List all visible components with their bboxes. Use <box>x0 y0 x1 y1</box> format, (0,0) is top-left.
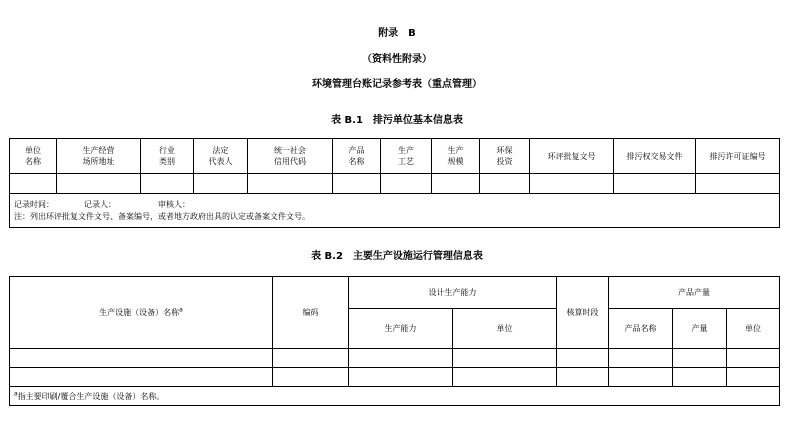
table-cell[interactable] <box>333 174 381 194</box>
table-cell[interactable] <box>727 349 780 368</box>
header-permit-number: 排污许可证编号 <box>696 139 780 174</box>
table-b1-note-text: 注：列出环评批复文件文号、备案编号，或者地方政府出具的认定或备案文件文号。 <box>14 212 310 221</box>
header-product-name: 产品名称 <box>609 309 673 349</box>
header-production-scale: 生产 规模 <box>432 139 480 174</box>
table-b2-footnote-row <box>10 387 780 406</box>
header-capacity: 生产能力 <box>349 309 453 349</box>
table-b2 <box>9 276 780 406</box>
document-title: 环境管理台账记录参考表（重点管理） <box>312 79 482 90</box>
table-cell[interactable] <box>141 174 194 194</box>
table-b2-caption: 表 B.2 主要生产设施运行管理信息表 <box>311 251 483 262</box>
table-cell[interactable] <box>696 174 780 194</box>
table-cell[interactable] <box>609 368 673 387</box>
table-cell[interactable] <box>10 368 273 387</box>
table-cell[interactable] <box>248 174 333 194</box>
header-site-address: 生产经营 场所地址 <box>57 139 141 174</box>
header-design-capacity: 设计生产能力 <box>349 277 557 309</box>
header-legal-representative: 法定 代表人 <box>194 139 248 174</box>
recorder-label: 记录人： <box>84 200 116 209</box>
table-row <box>10 349 780 368</box>
table-cell[interactable] <box>349 349 453 368</box>
appendix-label: 附录 B <box>378 28 416 39</box>
table-cell[interactable] <box>530 174 614 194</box>
reviewer-label: 审核人： <box>158 200 190 209</box>
header-accounting-period: 核算时段 <box>557 277 609 349</box>
header-output-amount: 产量 <box>673 309 727 349</box>
table-b1-caption: 表 B.1 排污单位基本信息表 <box>331 115 463 126</box>
table-b1 <box>9 138 780 228</box>
table-cell[interactable] <box>432 174 480 194</box>
table-cell[interactable] <box>349 368 453 387</box>
table-cell[interactable] <box>194 174 248 194</box>
header-capacity-unit: 单位 <box>453 309 557 349</box>
table-b1-data-row <box>10 174 780 194</box>
table-b2-header-row-1 <box>10 277 780 309</box>
header-facility-name: 生产设施（设备）名称$^a$ <box>10 277 273 349</box>
header-emission-trading-file: 排污权交易文件 <box>614 139 696 174</box>
table-cell[interactable] <box>673 349 727 368</box>
table-b1-header-row <box>10 139 780 174</box>
table-b1-note <box>10 194 780 228</box>
table-cell[interactable] <box>557 349 609 368</box>
record-time-label: 记录时间： <box>14 200 54 209</box>
header-production-process: 生产 工艺 <box>381 139 432 174</box>
header-eia-approval-number: 环评批复文号 <box>530 139 614 174</box>
table-cell[interactable] <box>609 349 673 368</box>
table-cell[interactable] <box>453 349 557 368</box>
table-cell[interactable] <box>273 368 349 387</box>
table-cell[interactable] <box>673 368 727 387</box>
table-cell[interactable] <box>453 368 557 387</box>
table-cell[interactable] <box>10 174 57 194</box>
header-unit-name: 单位 名称 <box>10 139 57 174</box>
table-cell[interactable] <box>614 174 696 194</box>
header-industry-category: 行业 类别 <box>141 139 194 174</box>
table-cell[interactable] <box>381 174 432 194</box>
header-env-investment: 环保 投资 <box>480 139 530 174</box>
table-row <box>10 368 780 387</box>
header-product-name: 产品 名称 <box>333 139 381 174</box>
table-cell[interactable] <box>273 349 349 368</box>
table-b2-footnote: $^a$指主要印刷/覆合生产设施（设备）名称。 <box>10 387 780 406</box>
header-product-output: 产品产量 <box>609 277 780 309</box>
header-credit-code: 统一社会 信用代码 <box>248 139 333 174</box>
appendix-type: （资料性附录） <box>362 54 432 65</box>
table-b1-note-row <box>10 194 780 228</box>
header-code: 编码 <box>273 277 349 349</box>
table-cell[interactable] <box>10 349 273 368</box>
table-cell[interactable] <box>727 368 780 387</box>
table-cell[interactable] <box>57 174 141 194</box>
table-cell[interactable] <box>557 368 609 387</box>
header-output-unit: 单位 <box>727 309 780 349</box>
table-cell[interactable] <box>480 174 530 194</box>
